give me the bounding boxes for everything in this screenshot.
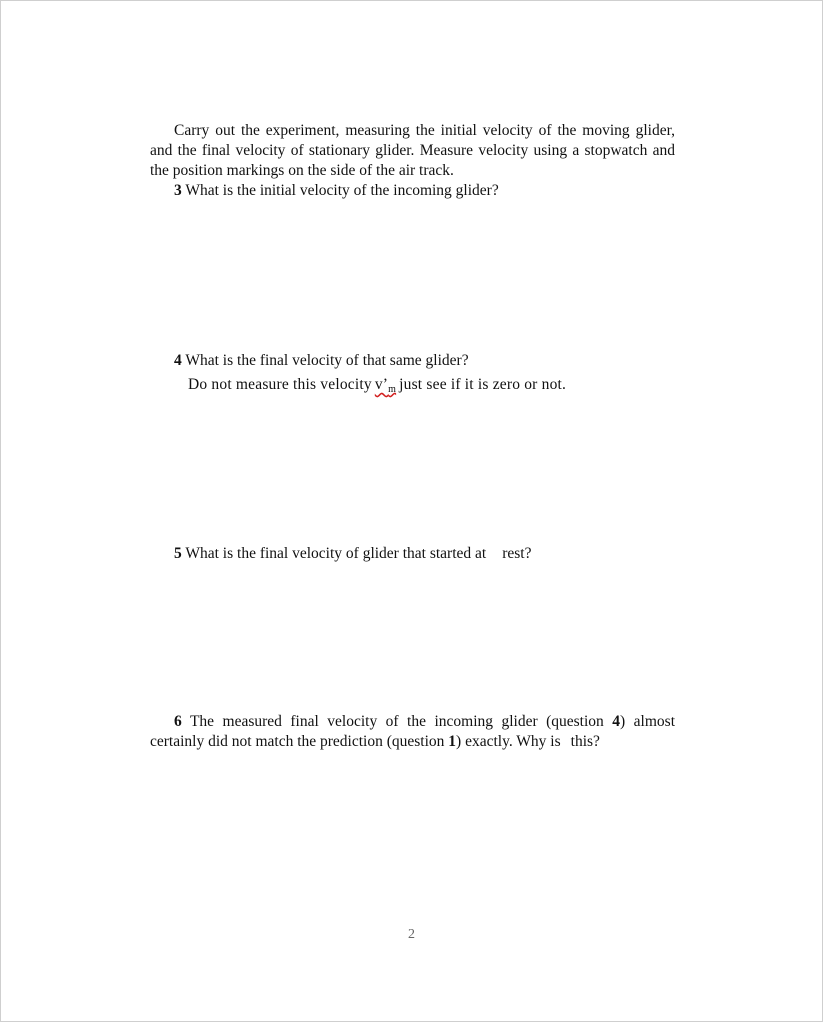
question-6-text-c: ) exactly. Why is (456, 733, 561, 750)
question-6-ref-b: 1 (448, 733, 457, 750)
question-5-text: What is the final velocity of glider that started at (185, 545, 487, 562)
question-6-text-d: this? (570, 733, 600, 750)
question-3 (150, 181, 675, 201)
question-4-number: 4 (174, 352, 182, 369)
velocity-symbol-v: v’ (374, 376, 389, 393)
intro-paragraph: Carry out the experiment, measuring the initial velocity of the moving glider, and the final velocity of stationary glider. Measure velocity using a stopwatch and the position markings on the side of the air track. (150, 122, 675, 179)
question-4-section (150, 351, 675, 400)
question-3-text: What is the initial velocity of the incoming glider? (185, 182, 499, 199)
velocity-symbol (375, 375, 396, 400)
question-4 (150, 351, 675, 371)
page-number: 2 (408, 927, 415, 942)
question-6-text-a: The measured final velocity of the incoming glider (question (189, 713, 604, 730)
question-6-section (150, 712, 675, 752)
question-3-number: 3 (174, 182, 182, 199)
question-5 (150, 544, 675, 564)
question-4-instruction-before: Do not measure this velocity (188, 376, 372, 393)
question-6-ref-a: 4 (612, 713, 621, 730)
intro-section (150, 121, 675, 201)
question-5-text-end: rest? (502, 545, 532, 562)
question-4-instruction (150, 375, 675, 400)
question-6-text-b: ) almost certainly did not match the prediction (question (150, 713, 675, 750)
question-5-section (150, 544, 675, 564)
question-6-number: 6 (174, 713, 182, 730)
question-4-text: What is the final velocity of that same glider? (185, 352, 469, 369)
question-6 (150, 712, 675, 752)
question-4-instruction-after: just see if it is zero or not. (399, 376, 567, 393)
velocity-symbol-subscript: m (388, 384, 397, 395)
question-5-number: 5 (174, 545, 182, 562)
